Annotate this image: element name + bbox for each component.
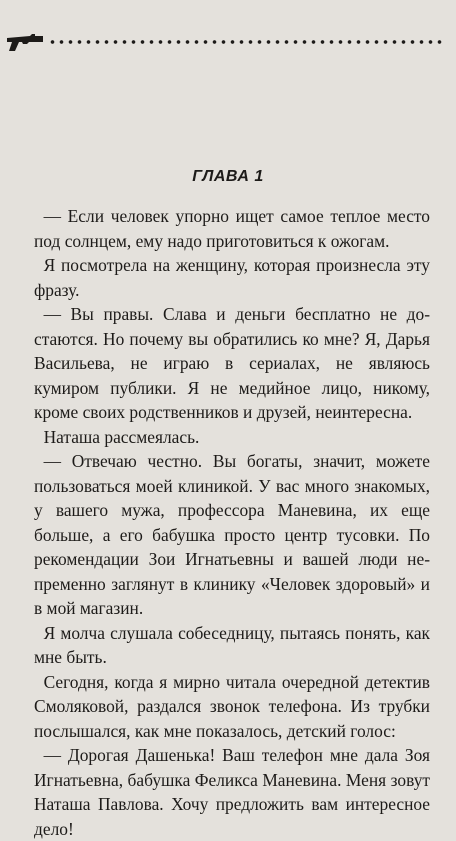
body-text — [34, 204, 430, 841]
paragraph: Я молча слушала собеседницу, пытаясь понять, как мне быть. — [34, 622, 430, 667]
chapter-title: ГЛАВА 1 — [192, 168, 264, 185]
paragraph: Сегодня, когда я мирно читала очередной детектив Смоляковой, раздался звонок телефона. Из трубки послышался, как мне показалось, детский голос: — [34, 671, 430, 741]
page-header-ornament — [4, 30, 452, 52]
paragraph: — Если человек упорно ищет самое теплое место под солнцем, ему надо приготовиться к ожогам. — [34, 206, 430, 251]
paragraph: — Дорогая Дашенька! Ваш телефон мне дала Зоя Игнатьевна, бабушка Феликса Маневина. Меня зовут Наташа Павлова. Хочу предложить вам интересное дело! — [34, 745, 430, 839]
paragraph: — Отвечаю честно. Вы богаты, значит, можете пользоваться моей клиникой. У вас много знакомых, у вашего мужа, профессора Маневина, их еще больше, а его бабушка просто центр тусовки. По рекомендации Зои Игнатьевны и вашей люди непременно заглянут в клинику «Человек здоровый» и в мой магазин. — [34, 451, 430, 618]
dotted-rule — [48, 40, 446, 44]
pistol-icon — [6, 34, 44, 52]
paragraph: Я посмотрела на женщину, которая произнесла эту фразу. — [34, 255, 430, 300]
paragraph: Наташа рассмеялась. — [43, 426, 200, 447]
paragraph: — Вы правы. Слава и деньги бесплатно не достаются. Но почему вы обратились ко мне? Я, Дарья Васильева, не играю в сериалах, не являюсь кумиром публики. Я не медийное лицо, никому, кроме своих родственников и друзей, неинтересна. — [34, 304, 430, 422]
